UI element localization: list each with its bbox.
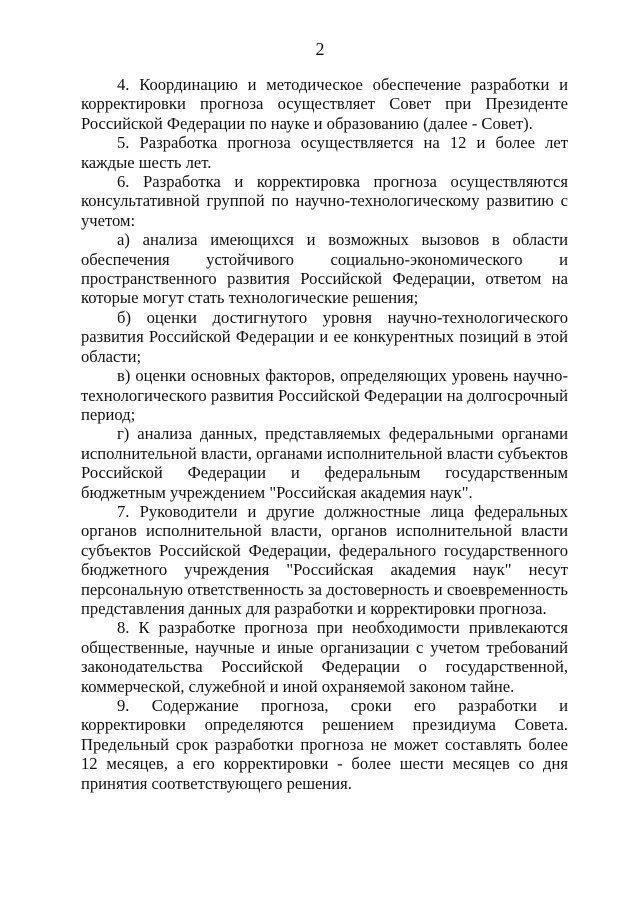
paragraph-6a: а) анализа имеющихся и возможных вызовов в области обеспечения устойчивого социально-экономического и пространственного развития Российской Федерации, ответом на которые могут стать технологические решения; (81, 230, 568, 308)
paragraph-6: 6. Разработка и корректировка прогноза осуществляются консультативной группой по научно-технологическому развитию с учетом: (81, 172, 568, 230)
document-body (81, 75, 568, 793)
paragraph-8: 8. К разработке прогноза при необходимости привлекаются общественные, научные и иные организации с учетом требований законодательства Российской Федерации о государственной, коммерческой, служебной и иной охраняемой законом тайне. (81, 618, 568, 696)
paragraph-4: 4. Координацию и методическое обеспечение разработки и корректировки прогноза осуществляет Совет при Президенте Российской Федерации по науке и образованию (далее - Совет). (81, 75, 568, 133)
paragraph-6b: б) оценки достигнутого уровня научно-технологического развития Российской Федерации и ее конкурентных позиций в этой области; (81, 307, 568, 366)
paragraph-5: 5. Разработка прогноза осуществляется на 12 и более лет каждые шесть лет. (81, 133, 568, 172)
paragraph-6c: в) оценки основных факторов, определяющих уровень научно-технологического развития Российской Федерации на долгосрочный период; (81, 366, 568, 424)
paragraph-6d: г) анализа данных, представляемых федеральными органами исполнительной власти, органами исполнительной власти субъектов Российской Федерации и федеральным государственным бюджетным учреждением "Российская академия наук". (81, 424, 568, 502)
page-number: 2 (315, 39, 325, 59)
paragraph-7: 7. Руководители и другие должностные лица федеральных органов исполнительной власти, органов исполнительной власти субъектов Российской Федерации, федерального государственного бюджетного учреждения "Российская академия наук" несут персональную ответственность за достоверность и своевременность представления данных для разработки и корректировки прогноза. (81, 501, 568, 618)
paragraph-9: 9. Содержание прогноза, сроки его разработки и корректировки определяются решением президиума Совета. Предельный срок разработки прогноза не может составлять более 12 месяцев, а его корректировки - более шести месяцев со дня принятия соответствующего решения. (81, 696, 568, 793)
